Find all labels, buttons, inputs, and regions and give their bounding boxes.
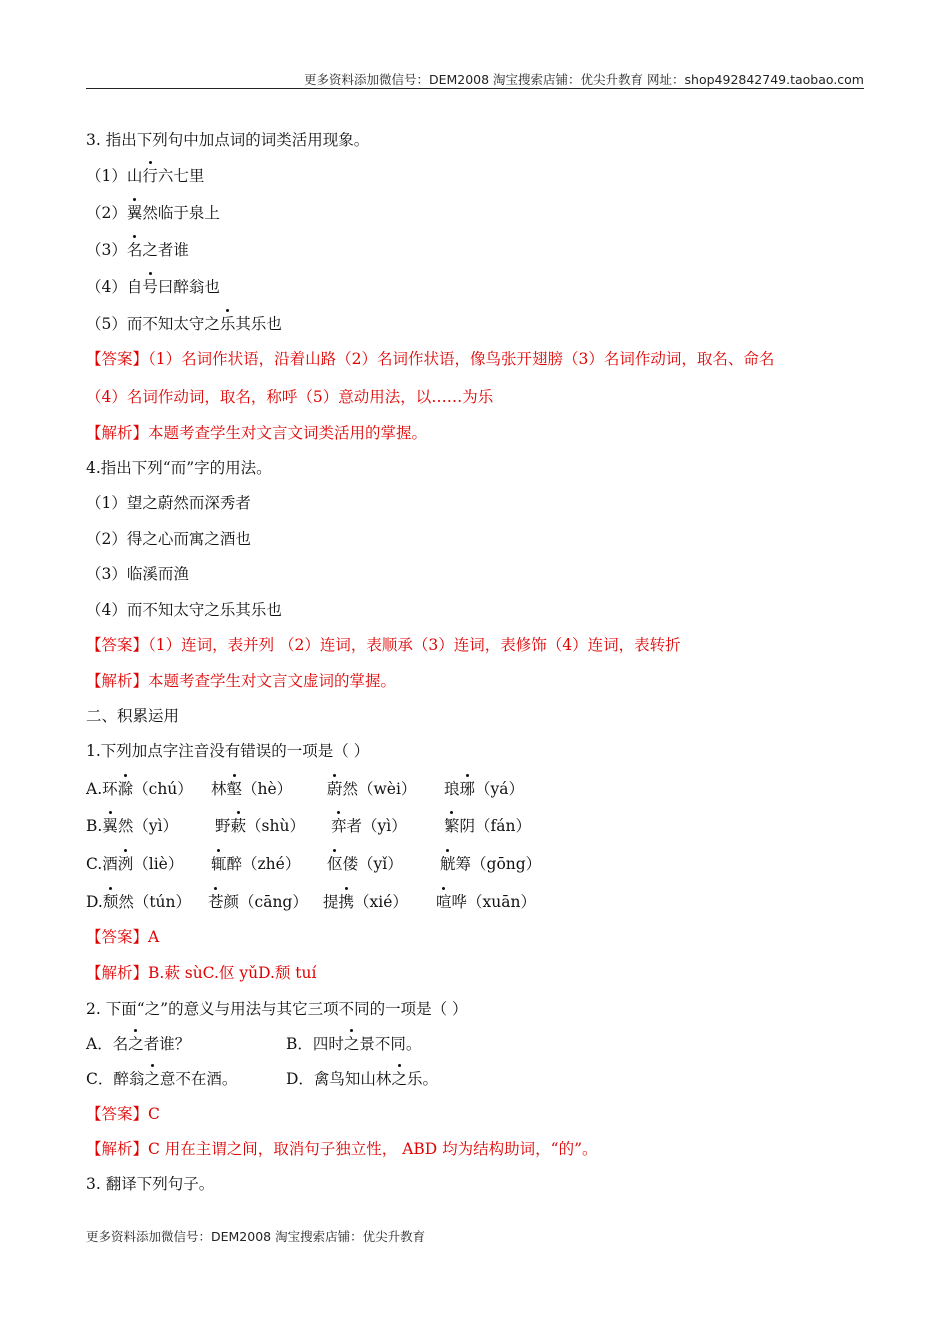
dotted-char: 弈 — [331, 817, 347, 835]
mc1-option-b4: 繁阴（fán） — [444, 817, 531, 835]
dotted-char: 洌 — [117, 855, 134, 873]
dotted-char: 琊 — [459, 780, 476, 798]
mc1-option-c1: C.酒洌（liè） — [86, 855, 184, 873]
mc2-analysis: 【解析】C 用在主谓之间，取消句子独立性， ABD 均为结构助词，“的”。 — [86, 1140, 598, 1158]
dotted-char: 颓 — [102, 893, 119, 911]
mc2-answer: 【答案】C — [86, 1105, 160, 1123]
q4-item-4: （4）而不知太守之乐其乐也 — [86, 601, 282, 619]
mc1-option-d4: 喧哗（xuān） — [436, 893, 536, 911]
mc1-option-a4: 琅琊（yá） — [444, 780, 525, 798]
dotted-char: 之 — [391, 1070, 407, 1088]
dotted-char: 行 — [142, 167, 158, 185]
q3-answer-line-1: 【答案】（1）名词作状语，沿着山路（2）名词作状语，像鸟张开翅膀（3）名词作动词，取名、命名 — [86, 350, 775, 368]
header-divider — [86, 88, 864, 89]
mc1-analysis: 【解析】B.蔌 sùC.伛 yǔD.颓 tuí — [86, 964, 317, 982]
mc2-option-c: C．醉翁之意不在酒。 — [86, 1070, 238, 1088]
mc2-title: 2. 下面“之”的意义与用法与其它三项不同的一项是（ ） — [86, 1000, 468, 1018]
dotted-char: 蔌 — [230, 817, 247, 835]
mc2-option-d: D．禽鸟知山林之乐。 — [286, 1070, 438, 1088]
q3-item-1: （1）山行六七里 — [86, 167, 205, 185]
q3-item-3: （3）名之者谁 — [86, 241, 189, 259]
q4-analysis: 【解析】本题考查学生对文言文虚词的掌握。 — [86, 672, 397, 690]
q4-item-3: （3）临溪而渔 — [86, 565, 189, 583]
page-header: 更多资料添加微信号：DEM2008 淘宝搜索店铺：优尖升教育 网址：shop492842749.taobao.com — [303, 72, 864, 87]
dotted-char: 滁 — [117, 780, 134, 798]
section-title: 二、积累运用 — [86, 707, 180, 725]
mc2-option-a: A．名之者谁？ — [86, 1035, 191, 1053]
mc1-option-d2: 苍颜（cāng） — [208, 893, 308, 911]
q3-analysis: 【解析】本题考查学生对文言文词类活用的掌握。 — [86, 424, 428, 442]
mc1-option-d1: D.颓然（tún） — [86, 893, 192, 911]
q3-item-2: （2）翼然临于泉上 — [86, 204, 220, 222]
page-footer: 更多资料添加微信号：DEM2008 淘宝搜索店铺：优尖升教育 — [86, 1229, 426, 1244]
mc1-option-b3: 弈者（yì） — [331, 817, 407, 835]
mc1-option-c4: 觥筹（gōng） — [440, 855, 542, 873]
dotted-char: 翼 — [126, 204, 143, 222]
dotted-char: 名 — [126, 241, 143, 259]
dotted-char: 乐 — [219, 315, 236, 333]
mc1-option-d3: 提携（xié） — [323, 893, 408, 911]
mc1-answer: 【答案】A — [86, 928, 160, 946]
dotted-char: 觥 — [440, 855, 456, 873]
q3-answer-line-2: （4）名词作动词，取名，称呼（5）意动用法，以……为乐 — [86, 388, 494, 406]
q4-item-1: （1）望之蔚然而深秀者 — [86, 494, 251, 512]
mc1-title: 1.下列加点字注音没有错误的一项是（ ） — [86, 742, 370, 760]
q4-title: 4.指出下列“而”字的用法。 — [86, 459, 272, 477]
mc1-option-a2: 林壑（hè） — [211, 780, 293, 798]
mc1-option-c3: 伛偻（yǐ） — [327, 855, 403, 873]
dotted-char: 蔚 — [327, 780, 343, 798]
q4-answer: 【答案】（1）连词，表并列 （2）连词，表顺承（3）连词，表修饰（4）连词，表转折 — [86, 636, 681, 654]
dotted-char: 翼 — [102, 817, 118, 835]
mc1-option-c2: 辄醉（zhé） — [211, 855, 301, 873]
dotted-char: 辄 — [211, 855, 227, 873]
mc1-option-a3: 蔚然（wèi） — [327, 780, 417, 798]
dotted-char: 之 — [343, 1035, 360, 1053]
dotted-char: 号 — [142, 278, 158, 296]
mc2-option-b: B．四时之景不同。 — [286, 1035, 422, 1053]
mc1-option-b2: 野蔌（shù） — [215, 817, 305, 835]
mc1-option-a1: A.环滁（chú） — [86, 780, 193, 798]
translation-title: 3. 翻译下列句子。 — [86, 1175, 215, 1193]
dotted-char: 繁 — [444, 817, 460, 835]
dotted-char: 喧 — [436, 893, 452, 911]
dotted-char: 之 — [144, 1070, 160, 1088]
dotted-char: 伛 — [327, 855, 343, 873]
dotted-char: 之 — [128, 1035, 144, 1053]
dotted-char: 壑 — [226, 780, 243, 798]
dotted-char: 携 — [338, 893, 355, 911]
q3-title: 3. 指出下列句中加点词的词类活用现象。 — [86, 131, 370, 149]
q3-item-4: （4）自号曰醉翁也 — [86, 278, 220, 296]
q3-item-5: （5）而不知太守之乐其乐也 — [86, 315, 282, 333]
q4-item-2: （2）得之心而寓之酒也 — [86, 530, 251, 548]
mc1-option-b1: B.翼然（yì） — [86, 817, 179, 835]
dotted-char: 苍 — [208, 893, 224, 911]
